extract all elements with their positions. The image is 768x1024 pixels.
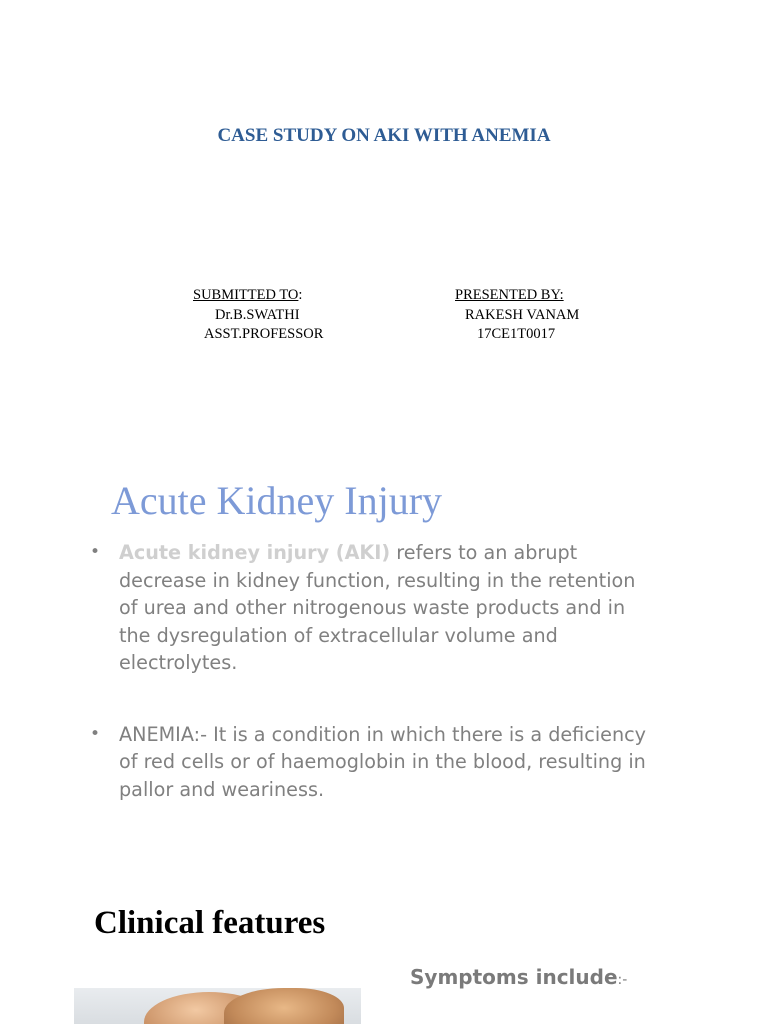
list-item [90, 539, 650, 677]
aki-term: Acute kidney injury (AKI) [119, 541, 391, 564]
symptoms-label: Symptoms include [410, 965, 618, 989]
submitted-to-label-line [193, 286, 323, 306]
presented-by-label: PRESENTED BY: [455, 287, 564, 303]
submitted-to-colon: : [298, 287, 303, 303]
clinical-features-heading: Clinical features [94, 905, 326, 941]
symptoms-suffix: :- [617, 972, 628, 988]
presenter-name: RAKESH VANAM [465, 306, 580, 323]
aki-definition: refers to an abrupt decrease in kidney function, resulting in the retention of urea and other nitrogenous waste products and in the dysregulation of extracellular volume and electrolytes. [119, 541, 636, 674]
supervisor-role: ASST.PROFESSOR [204, 326, 324, 342]
symptoms-heading [410, 965, 627, 989]
supervisor-name: Dr.B.SWATHI [215, 306, 300, 323]
list-item [90, 721, 650, 804]
document-title: CASE STUDY ON AKI WITH ANEMIA [217, 125, 551, 146]
patient-photo [74, 988, 361, 1024]
aki-heading: Acute Kidney Injury [111, 478, 443, 523]
photo-skin-shape [224, 988, 344, 1024]
bullet-icon: • [90, 542, 101, 562]
anemia-definition: ANEMIA:- It is a condition in which there is a deficiency of red cells or of haemoglobin in the blood, resulting in pallor and weariness. [119, 722, 647, 801]
presenter-id: 17CE1T0017 [477, 326, 556, 342]
presented-by-block [455, 286, 579, 345]
submitted-to-label: SUBMITTED TO [193, 287, 299, 303]
submitted-to-block [193, 286, 323, 345]
definitions-list [90, 539, 650, 803]
bullet-icon: • [90, 723, 101, 744]
